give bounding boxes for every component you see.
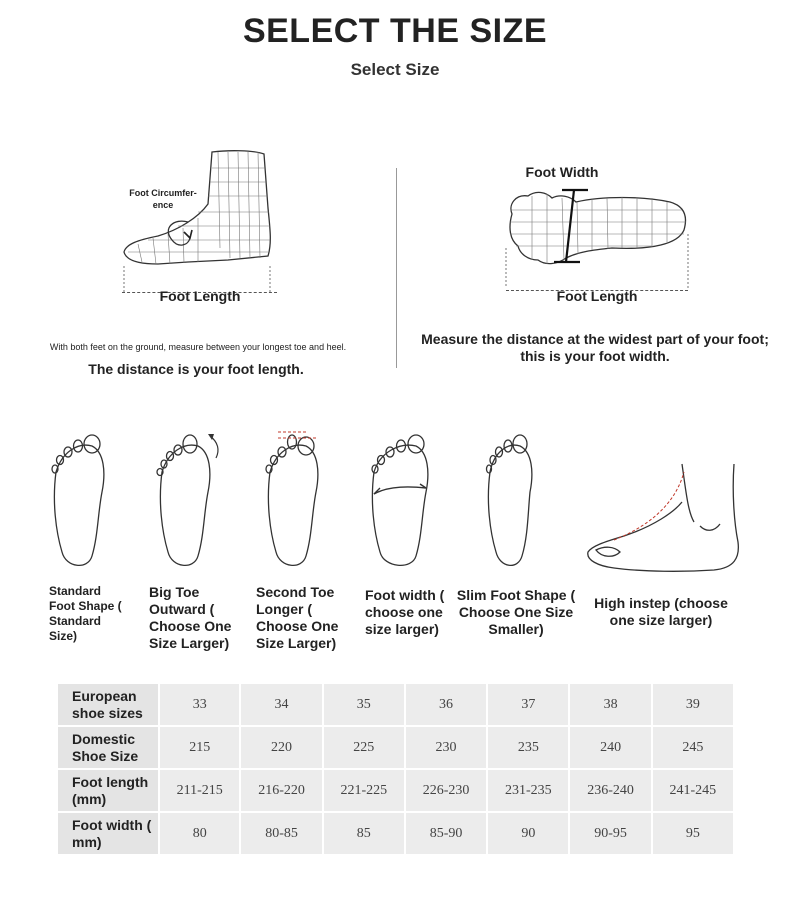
table-cell: 39 — [652, 683, 734, 726]
caption-wide-foot-line: Foot width ( — [365, 587, 445, 603]
caption-big-toe-outward-line: Choose One — [149, 618, 232, 634]
table-cell: 236-240 — [569, 769, 651, 812]
table-row — [57, 726, 734, 769]
caption-big-toe-outward-line: Outward ( — [149, 601, 215, 617]
foot-width-instruction-line1: Measure the distance at the widest part of your foot; — [421, 331, 769, 347]
table-cell: 80-85 — [240, 812, 322, 855]
table-cell: 235 — [487, 726, 569, 769]
row-header-domestic — [57, 726, 159, 769]
wide-foot-icon — [368, 432, 432, 572]
table-cell: 225 — [323, 726, 405, 769]
caption-big-toe-outward-line: Big Toe — [149, 584, 200, 600]
row-header-line: Foot width ( — [72, 816, 152, 833]
foot-length-label-left: Foot Length — [159, 288, 241, 304]
row-header-line: Foot length — [72, 773, 149, 790]
caption-slim-foot-line: Choose One Size — [458, 604, 574, 620]
table-cell: 38 — [569, 683, 651, 726]
caption-high-instep-line: one size larger) — [609, 612, 713, 628]
table-cell: 36 — [405, 683, 487, 726]
row-header-line: Shoe Size — [72, 747, 139, 764]
table-cell: 35 — [323, 683, 405, 726]
table-row — [57, 812, 734, 855]
foot-circumference-label-line2: ence — [152, 200, 174, 210]
page-title: SELECT THE SIZE — [242, 12, 548, 50]
foot-circumference-label — [118, 187, 208, 211]
panel-divider — [396, 168, 397, 368]
caption-standard-foot-line: Foot Shape ( — [49, 599, 122, 613]
foot-length-label-right: Foot Length — [556, 288, 638, 304]
caption-big-toe-outward — [149, 584, 231, 652]
table-cell: 226-230 — [405, 769, 487, 812]
high-instep-icon — [584, 462, 744, 574]
caption-high-instep — [588, 595, 734, 629]
table-cell: 90-95 — [569, 812, 651, 855]
table-cell: 85 — [323, 812, 405, 855]
foot-width-label: Foot Width — [525, 164, 599, 180]
foot-side-view-icon — [118, 148, 278, 298]
foot-sole-view-icon — [502, 184, 692, 294]
row-header-line: European — [72, 687, 137, 704]
table-row — [57, 683, 734, 726]
row-header-european — [57, 683, 159, 726]
caption-standard-foot-line: Standard — [49, 584, 102, 598]
caption-standard-foot — [49, 584, 122, 644]
caption-wide-foot — [365, 587, 444, 638]
caption-big-toe-outward-line: Size Larger) — [149, 635, 230, 651]
row-header-line: mm) — [72, 833, 102, 850]
caption-second-toe-longer — [256, 584, 338, 652]
table-cell: 231-235 — [487, 769, 569, 812]
table-cell: 221-225 — [323, 769, 405, 812]
big-toe-outward-icon — [154, 432, 224, 572]
caption-slim-foot-line: Smaller) — [488, 621, 544, 637]
table-row — [57, 769, 734, 812]
caption-second-toe-longer-line: Size Larger) — [256, 635, 337, 651]
foot-width-instruction-line2: this is your foot width. — [520, 348, 670, 364]
foot-width-instruction — [400, 331, 790, 365]
caption-second-toe-longer-line: Second Toe — [256, 584, 335, 600]
table-cell: 241-245 — [652, 769, 734, 812]
foot-circumference-label-line1: Foot Circumfer- — [129, 188, 197, 198]
standard-foot-icon — [48, 432, 108, 572]
foot-length-instruction-small: With both feet on the ground, measure between your longest toe and heel. — [49, 342, 347, 352]
table-cell: 95 — [652, 812, 734, 855]
caption-standard-foot-line: Standard — [49, 614, 102, 628]
page-subtitle: Select Size — [350, 60, 440, 79]
row-header-line: Domestic — [72, 730, 136, 747]
caption-wide-foot-line: choose one — [365, 604, 443, 620]
row-header-line: shoe sizes — [72, 704, 143, 721]
caption-second-toe-longer-line: Choose One — [256, 618, 339, 634]
second-toe-longer-icon — [262, 428, 332, 572]
caption-slim-foot-line: Slim Foot Shape ( — [456, 587, 576, 603]
caption-wide-foot-line: size larger) — [365, 621, 439, 637]
table-cell: 230 — [405, 726, 487, 769]
table-cell: 216-220 — [240, 769, 322, 812]
table-cell: 85-90 — [405, 812, 487, 855]
table-cell: 33 — [159, 683, 240, 726]
row-header-line: (mm) — [72, 790, 107, 807]
table-cell: 34 — [240, 683, 322, 726]
caption-second-toe-longer-line: Longer ( — [256, 601, 312, 617]
table-cell: 211-215 — [159, 769, 240, 812]
row-header-foot-width — [57, 812, 159, 855]
caption-high-instep-line: High instep (choose — [594, 595, 728, 611]
table-cell: 240 — [569, 726, 651, 769]
size-chart-table — [56, 682, 735, 856]
slim-foot-icon — [480, 432, 540, 572]
row-header-foot-length — [57, 769, 159, 812]
caption-slim-foot — [454, 587, 578, 638]
foot-length-instruction-main: The distance is your foot length. — [88, 361, 304, 377]
table-cell: 245 — [652, 726, 734, 769]
caption-standard-foot-line: Size) — [49, 629, 78, 643]
table-cell: 215 — [159, 726, 240, 769]
table-cell: 80 — [159, 812, 240, 855]
table-cell: 220 — [240, 726, 322, 769]
table-cell: 90 — [487, 812, 569, 855]
table-cell: 37 — [487, 683, 569, 726]
